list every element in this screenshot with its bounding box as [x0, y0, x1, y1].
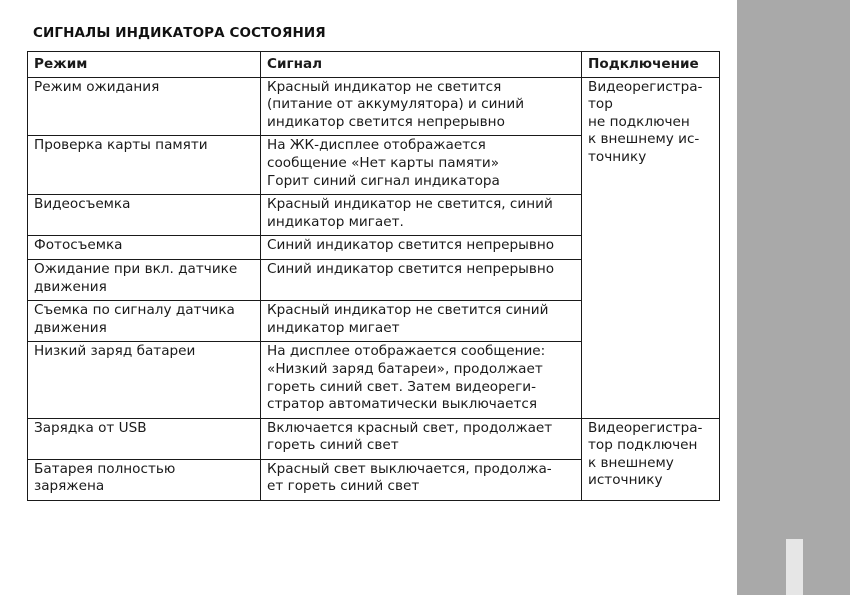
signal-cell: Включается красный свет, продолжает гореть синий свет: [261, 418, 582, 459]
mode-cell: Фотосъемка: [28, 236, 261, 260]
signal-cell: Синий индикатор светится непрерывно: [261, 259, 582, 300]
page-heading: СИГНАЛЫ ИНДИКАТОРА СОСТОЯНИЯ: [33, 25, 326, 41]
mode-cell: Видеосъемка: [28, 195, 261, 236]
signal-cell: На ЖК-дисплее отображается сообщение «Нет карты памяти» Горит синий сигнал индикатора: [261, 136, 582, 195]
signal-cell: Красный индикатор не светится, синий индикатор мигает.: [261, 195, 582, 236]
mode-cell: Режим ожидания: [28, 77, 261, 136]
status-signals-table: [27, 51, 720, 501]
mode-cell: Ожидание при вкл. датчике движения: [28, 259, 261, 300]
mode-cell: Зарядка от USB: [28, 418, 261, 459]
mode-cell: Съемка по сигналу датчика движения: [28, 301, 261, 342]
mode-cell: Низкий заряд батареи: [28, 342, 261, 418]
signal-cell: Красный индикатор не светится синий индикатор мигает: [261, 301, 582, 342]
signal-cell: Красный индикатор не светится (питание от аккумулятора) и синий индикатор светится непрерывно: [261, 77, 582, 136]
mode-cell: Проверка карты памяти: [28, 136, 261, 195]
signal-cell: На дисплее отображается сообщение: «Низкий заряд батареи», продолжает гореть синий свет. Затем видеореги- стратор автоматически выключается: [261, 342, 582, 418]
connection-cell-disconnected: Видеорегистра- тор не подключен к внешнему ис- точнику: [582, 77, 720, 418]
header-signal: Сигнал: [261, 52, 582, 78]
connection-cell-connected: Видеорегистра- тор подключен к внешнему источнику: [582, 418, 720, 500]
table-row: [28, 418, 720, 459]
mode-cell: Батарея полностью заряжена: [28, 459, 261, 500]
header-mode: Режим: [28, 52, 261, 78]
signal-cell: Синий индикатор светится непрерывно: [261, 236, 582, 260]
header-connection: Подключение: [582, 52, 720, 78]
side-margin-band: [737, 0, 850, 595]
signal-cell: Красный свет выключается, продолжа- ет гореть синий свет: [261, 459, 582, 500]
table-header-row: [28, 52, 720, 78]
page-tab-marker: [786, 539, 803, 595]
table-row: [28, 77, 720, 136]
